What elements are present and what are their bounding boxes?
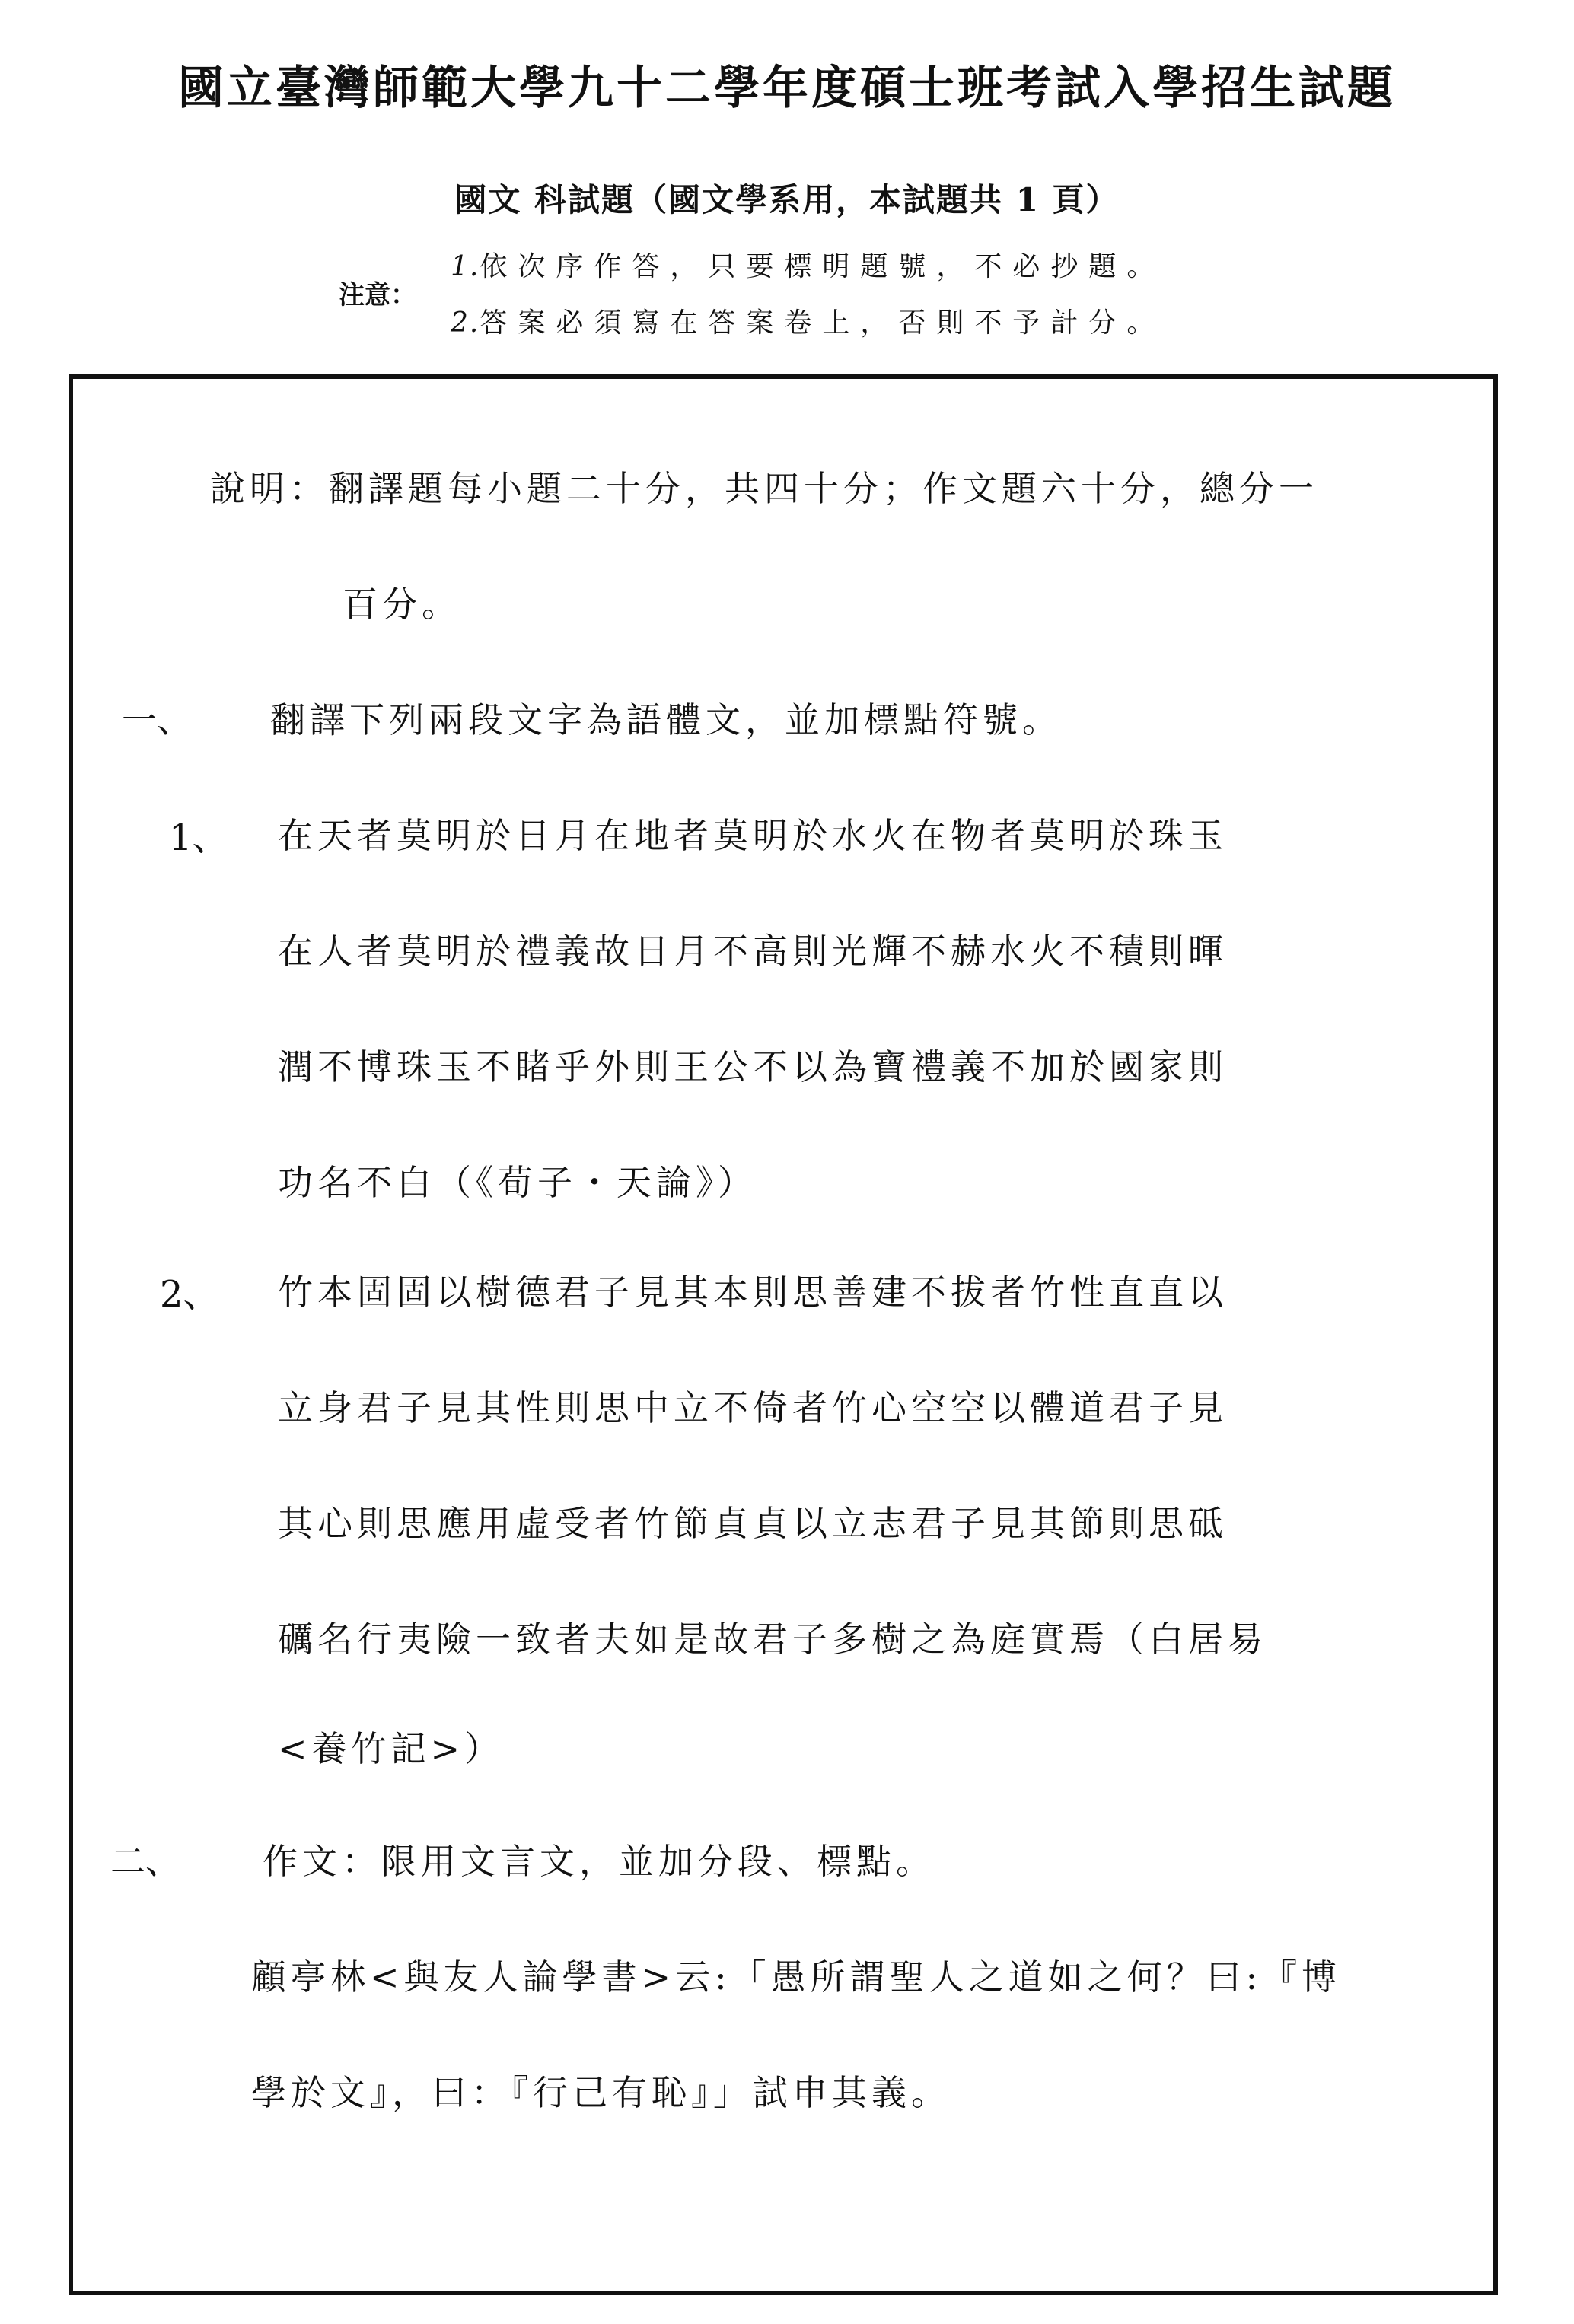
instructions-line: 百分。 <box>343 584 461 625</box>
item-number: 1、 <box>169 817 229 859</box>
essay-prompt-line: 學於文』，曰：『行己有恥』」試申其義。 <box>251 2072 951 2113</box>
exam-title: 國立臺灣師範大學九十二學年度碩士班考試入學招生試題 <box>178 62 1396 115</box>
exam-frame <box>69 374 1498 2295</box>
passage-line: 其心則思應用虛受者竹節貞貞以立志君子見其節則思砥 <box>278 1503 1228 1544</box>
passage-line: 功名不白（《荀子・天論》） <box>278 1162 757 1203</box>
passage-line: 礪名行夷險一致者夫如是故君子多樹之為庭實焉（白居易 <box>278 1619 1267 1660</box>
passage-line: <養竹記>） <box>278 1728 505 1769</box>
instructions-line: 說明：翻譯題每小題二十分，共四十分；作文題六十分，總分一 <box>210 468 1318 509</box>
note-text: 答案必須寫在答案卷上，否則不予計分。 <box>480 307 1165 339</box>
section-heading: 翻譯下列兩段文字為語體文，並加標點符號。 <box>270 699 1062 740</box>
notes-label: 注意： <box>339 280 416 310</box>
note-item <box>451 245 1165 284</box>
section-number: 一、 <box>122 699 192 740</box>
passage-line: 立身君子見其性則思中立不倚者竹心空空以體道君子見 <box>278 1387 1228 1428</box>
passage-line: 竹本固固以樹德君子見其本則思善建不拔者竹性直直以 <box>278 1272 1228 1313</box>
passage-line: 在天者莫明於日月在地者莫明於水火在物者莫明於珠玉 <box>278 815 1228 856</box>
section-number: 二、 <box>110 1841 180 1882</box>
note-number: 1. <box>451 251 480 282</box>
exam-subtitle: 國文 科試題（國文學系用，本試題共 1 頁） <box>454 181 1120 218</box>
passage-line: 潤不博珠玉不睹乎外則王公不以為寶禮義不加於國家則 <box>278 1046 1228 1087</box>
essay-prompt-line: 顧亭林<與友人論學書>云:「愚所謂聖人之道如之何？曰:『博 <box>251 1956 1342 1998</box>
note-item <box>451 301 1165 340</box>
item-number: 2、 <box>160 1273 220 1316</box>
note-text: 依次序作答，只要標明題號，不必抄題。 <box>480 251 1165 282</box>
passage-line: 在人者莫明於禮義故日月不高則光輝不赫水火不積則暉 <box>278 931 1228 972</box>
note-number: 2. <box>451 307 480 339</box>
section-heading: 作文：限用文言文，並加分段、標點。 <box>263 1841 935 1882</box>
